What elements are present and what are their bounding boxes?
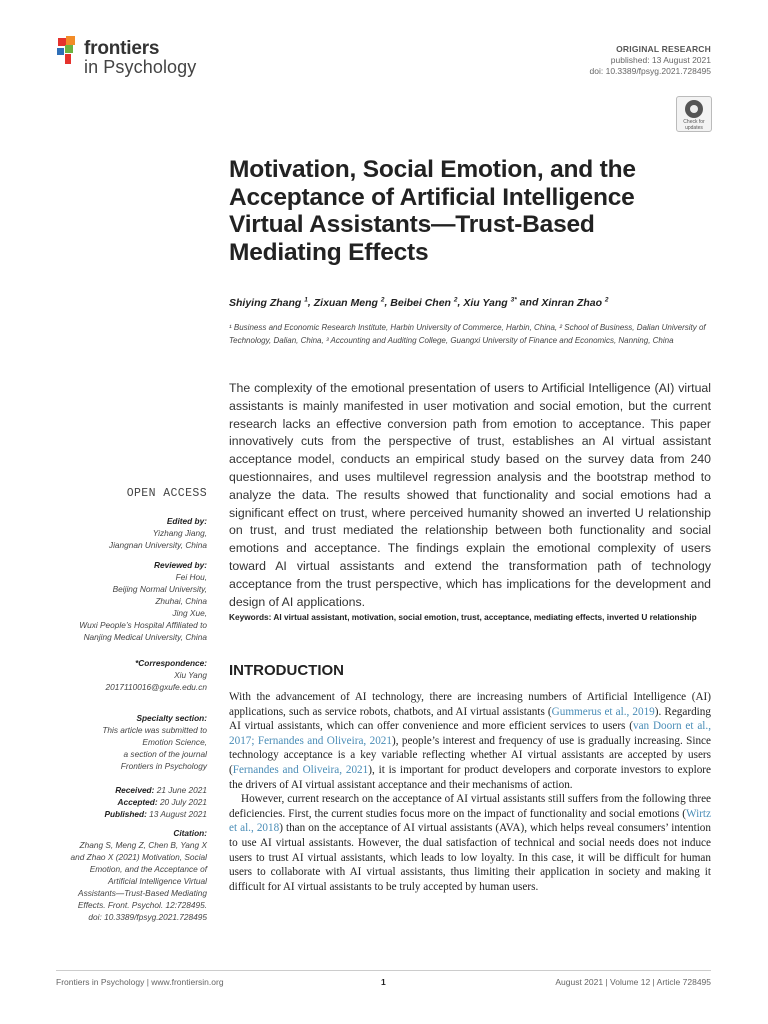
specialty-line: This article was submitted to (102, 725, 207, 735)
sidebar-citation (56, 827, 207, 923)
sidebar-correspondence (56, 657, 207, 693)
author[interactable]: Xinran Zhao $^2$ (541, 296, 609, 309)
reviewer-name[interactable]: Jing Xue, (172, 608, 207, 618)
check-updates-icon (685, 100, 703, 118)
published-date: published: 13 August 2021 (610, 55, 711, 65)
received-date: Received: 21 June 2021 (115, 785, 207, 795)
reviewer-affil: Beijing Normal University, (112, 584, 207, 594)
header-doi[interactable]: doi: 10.3389/fpsyg.2021.728495 (589, 66, 711, 76)
reviewed-by-label: Reviewed by: (153, 560, 207, 570)
reviewer-affil: Zhuhai, China (155, 596, 207, 606)
paragraph: However, current research on the acceptance of AI virtual assistants still suffers from the following three deficiencies. First, the current studies focus more on the impact of functionality and social emotions (Wirtz et al., 2018) than on the acceptance of AI virtual assistants (AVA), which helps reveal consumers’ intention to use AI virtual assistants. However, the dual satisfaction of technical and social needs does not induce users to trust AI virtual assistants, which leads to low loyalty. In this case, it will be difficult for human users to collaborate with AI virtual assistants, thus limiting their application in society and making it difficult for AI virtual assistants to be truly accepted by human users. (229, 793, 711, 893)
citation-line: Assistants—Trust-Based Mediating (78, 888, 207, 898)
sidebar-editor (56, 515, 207, 551)
paragraph: With the advancement of AI technology, there are increasing numbers of Artificial Intelligence (AI) applications, such as service robots, chatbots, and AI virtual assistants (Gummerus et al., 2019). Regarding AI virtual assistants, which can offer convenience and more efficient services to users (van Doorn et al., 2017; Fernandes and Oliveira, 2021), people’s interest and frequency of use is gradually increasing. Since technology acceptance is a key variable reflecting whether AI virtual assistants are accepted by users (Fernandes and Oliveira, 2021), it is important for product developers and corporate investors to explore the drivers of AI virtual assistant acceptance and their mechanisms of action. (229, 691, 711, 791)
reviewer-affil: Nanjing Medical University, China (83, 632, 207, 642)
check-updates-label: Check for updates (683, 119, 705, 131)
published-date-side: Published: 13 August 2021 (104, 809, 207, 819)
sidebar-dates (56, 784, 207, 820)
logo-word-journal: in Psychology (84, 57, 197, 77)
abstract: The complexity of the emotional presentation of users to Artificial Intelligence (AI) virtual assistants is mainly manifested in user motivation and social emotion, but the current research lacks an effective conversion path from emotion to acceptance. This paper innovatively cuts from the perspective of trust, establishes an AI virtual assistant acceptance model, conducts an empirical study based on the survey data from 240 questionnaires, and uses multilevel regression analysis and the bootstrap method to analyze the data. The results showed that functionality and social emotions had a significant effect on trust, where perceived humanity showed an inverted U relationship on trust, and trust mediated the relationship between both functionality and social emotions and acceptance. The findings explain the emotional complexity of users toward AI virtual assistants and extend the transformation path of technology acceptance from the trust perspective, which has implications for the development and design of AI applications. (229, 381, 711, 609)
sidebar-specialty (56, 712, 207, 772)
article-header-meta (590, 44, 711, 77)
logo-word-frontiers: frontiers (84, 38, 160, 59)
keywords: Keywords: AI virtual assistant, motivation, social emotion, trust, acceptance, mediating effects, inverted U relationship (229, 612, 697, 622)
sidebar-reviewers (56, 559, 207, 643)
citation-label: Citation: (173, 828, 207, 838)
open-access-label: OPEN ACCESS (126, 487, 207, 500)
edited-by-label: Edited by: (166, 516, 207, 526)
introduction-body (229, 690, 711, 894)
footer-journal[interactable]: Frontiers in Psychology | www.frontiersin.org (56, 977, 224, 987)
journal-logo[interactable] (56, 34, 256, 80)
specialty-line: Emotion Science, (142, 737, 207, 747)
citation-link[interactable]: Gummerus et al., 2019 (551, 705, 655, 718)
affiliations: ¹ Business and Economic Research Institute, Harbin University of Commerce, Harbin, China, ² School of Business, Dalian University of Technology, Dalian, China, ³ Accounting and Auditing College, Guangxi University of Finance and Economics, Nanning, China (229, 323, 706, 345)
reviewer-name[interactable]: Fei Hou, (175, 572, 207, 582)
citation-line: Artificial Intelligence Virtual (108, 876, 207, 886)
correspondence-label: *Correspondence: (135, 658, 207, 668)
citation-link[interactable]: Wirtz et al., 2018 (229, 807, 711, 835)
page-footer (56, 970, 711, 987)
editor-name[interactable]: Yizhang Jiang, (152, 528, 207, 538)
specialty-label: Specialty section: (136, 713, 207, 723)
frontiers-logo-icon (56, 36, 80, 66)
author[interactable]: Beibei Chen $^2$ (390, 296, 458, 309)
specialty-line: Frontiers in Psychology (120, 761, 207, 771)
page-number: 1 (381, 977, 386, 987)
citation-line: Zhang S, Meng Z, Chen B, Yang X (79, 840, 207, 850)
author[interactable]: Shiying Zhang $^1$ (229, 296, 308, 309)
citation-line: Emotion, and the Acceptance of (89, 864, 207, 874)
footer-issue: August 2021 | Volume 12 | Article 728495 (555, 977, 711, 987)
citation-link[interactable]: van Doorn et al., 2017; Fernandes and Oliveira, 2021 (229, 720, 711, 747)
author[interactable]: Zixuan Meng $^2$ (313, 296, 385, 309)
author-list: Shiying Zhang $^1$, Zixuan Meng $^2$, Beibei Chen $^2$, Xiu Yang $^{3*}$ and Xinran Zhao $^2$ (229, 296, 609, 309)
check-for-updates-button[interactable] (676, 96, 712, 132)
accepted-date: Accepted: 20 July 2021 (117, 797, 207, 807)
citation-doi[interactable]: doi: 10.3389/fpsyg.2021.728495 (88, 912, 207, 922)
editor-affil: Jiangnan University, China (108, 540, 207, 550)
citation-line: and Zhao X (2021) Motivation, Social (70, 852, 207, 862)
correspondent-name: Xiu Yang (174, 670, 207, 680)
correspondent-email[interactable]: 2017110016@gxufe.edu.cn (105, 682, 207, 692)
article-title: Motivation, Social Emotion, and the Acceptance of Artificial Intelligence Virtual Assistants—Trust-Based Mediating Effects (229, 156, 636, 266)
reviewer-affil: Wuxi People’s Hospital Affiliated to (79, 620, 207, 630)
author[interactable]: Xiu Yang $^{3*}$ (463, 296, 517, 309)
citation-link[interactable]: Fernandes and Oliveira, 2021 (232, 763, 369, 776)
specialty-line: a section of the journal (123, 749, 207, 759)
section-heading-introduction: INTRODUCTION (229, 662, 344, 679)
citation-line: Effects. Front. Psychol. 12:728495. (77, 900, 207, 910)
article-type: ORIGINAL RESEARCH (616, 44, 711, 54)
